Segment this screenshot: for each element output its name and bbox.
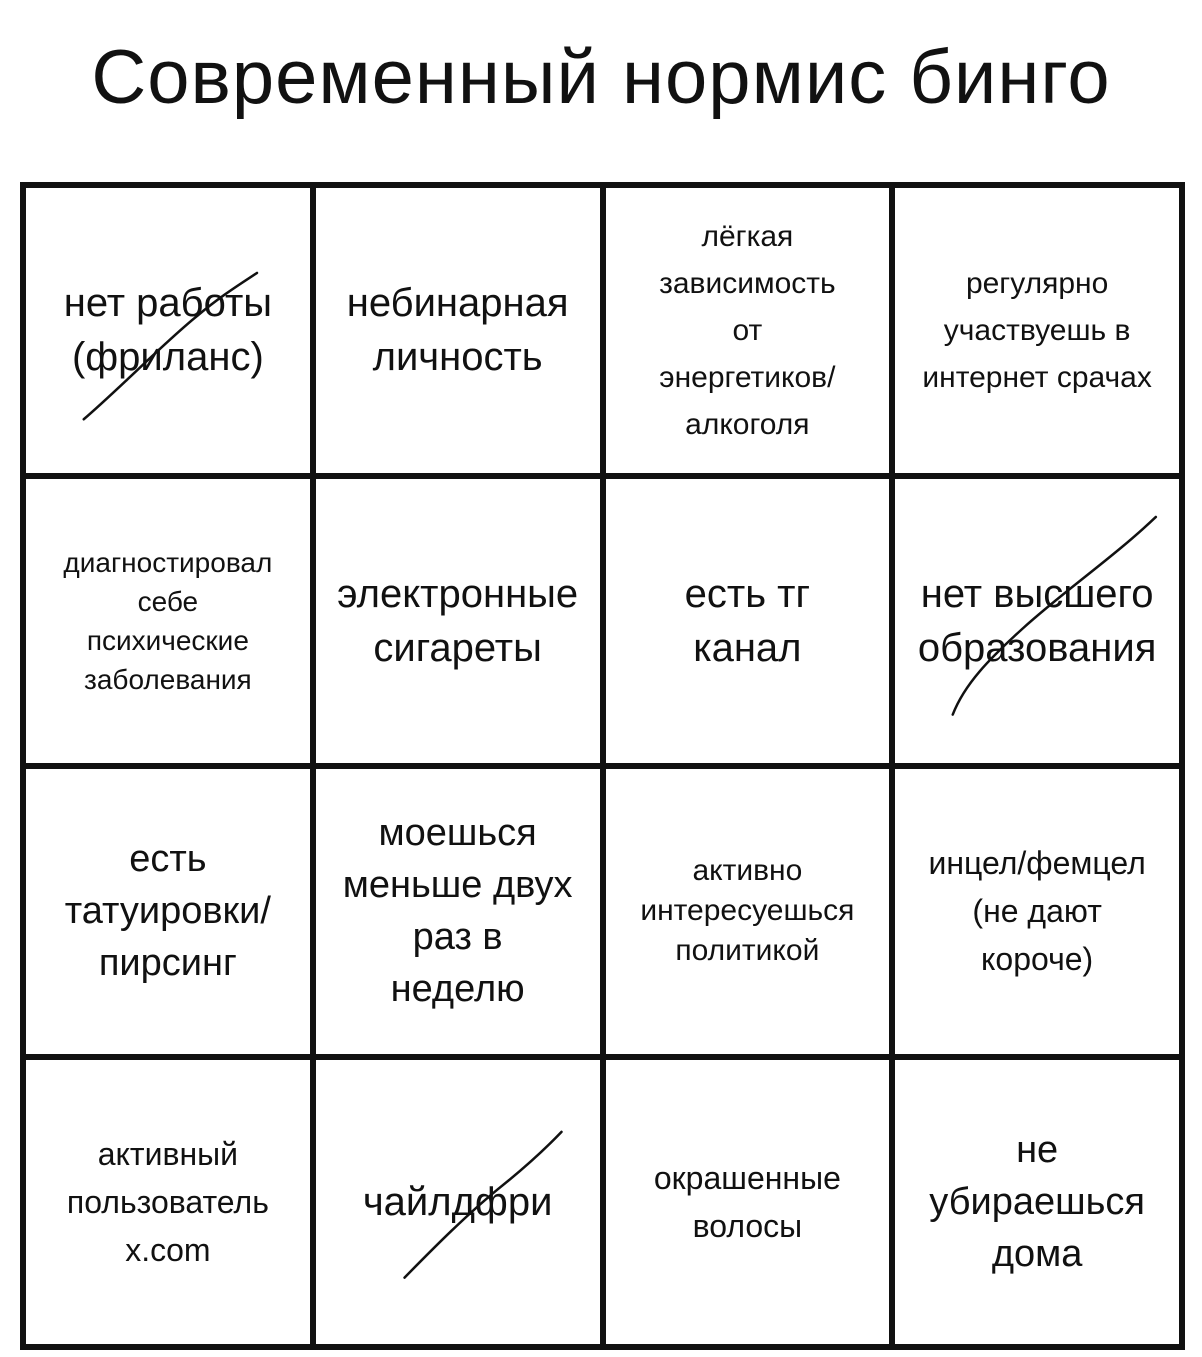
bingo-cell-4-4[interactable] [895, 1060, 1179, 1345]
bingo-cell-3-1[interactable] [26, 769, 310, 1054]
bingo-cell-label: регулярно участвуешь в интернет срачах [922, 266, 1152, 394]
bingo-cell-label: инцел/фемцел (не дают короче) [928, 845, 1146, 978]
bingo-cell-label: моешься меньше двух раз в неделю [342, 812, 573, 1011]
bingo-cell-3-2[interactable] [316, 769, 600, 1054]
bingo-board [20, 182, 1185, 1350]
bingo-cell-4-2[interactable] [316, 1060, 600, 1345]
bingo-cell-1-1[interactable] [26, 188, 310, 473]
bingo-cell-1-3[interactable] [606, 188, 890, 473]
bingo-cell-label: активный пользователь x.com [66, 1135, 269, 1268]
bingo-cell-4-3[interactable] [606, 1060, 890, 1345]
bingo-cell-2-3[interactable] [606, 479, 890, 764]
bingo-cell-label: есть татуировки/ пирсинг [64, 838, 271, 985]
bingo-cell-label: активно интересуешься политикой [640, 854, 855, 968]
bingo-cell-label: есть тг канал [684, 571, 811, 670]
bingo-cell-2-4[interactable] [895, 479, 1179, 764]
page-title: Современный нормис бинго [91, 35, 1111, 120]
bingo-cell-label: электронные сигареты [337, 571, 579, 670]
bingo-cell-1-2[interactable] [316, 188, 600, 473]
bingo-cell-label: диагностировал себе психические заболевания [63, 546, 273, 695]
bingo-cell-1-4[interactable] [895, 188, 1179, 473]
bingo-cell-label: чайлдфри [362, 1179, 553, 1224]
bingo-cell-3-3[interactable] [606, 769, 890, 1054]
bingo-cell-label: лёгкая зависимость от энергетиков/ алкоголя [659, 219, 836, 441]
bingo-cell-2-2[interactable] [316, 479, 600, 764]
bingo-cell-3-4[interactable] [895, 769, 1179, 1054]
bingo-cell-label: окрашенные волосы [653, 1159, 841, 1244]
bingo-cell-label: нет высшего образования [917, 571, 1157, 670]
bingo-cell-4-1[interactable] [26, 1060, 310, 1345]
bingo-cell-label: не убираешься дома [929, 1128, 1145, 1275]
bingo-cell-label: нет работы (фриланс) [63, 281, 273, 380]
bingo-cell-2-1[interactable] [26, 479, 310, 764]
bingo-cell-label: небинарная личность [346, 281, 569, 380]
